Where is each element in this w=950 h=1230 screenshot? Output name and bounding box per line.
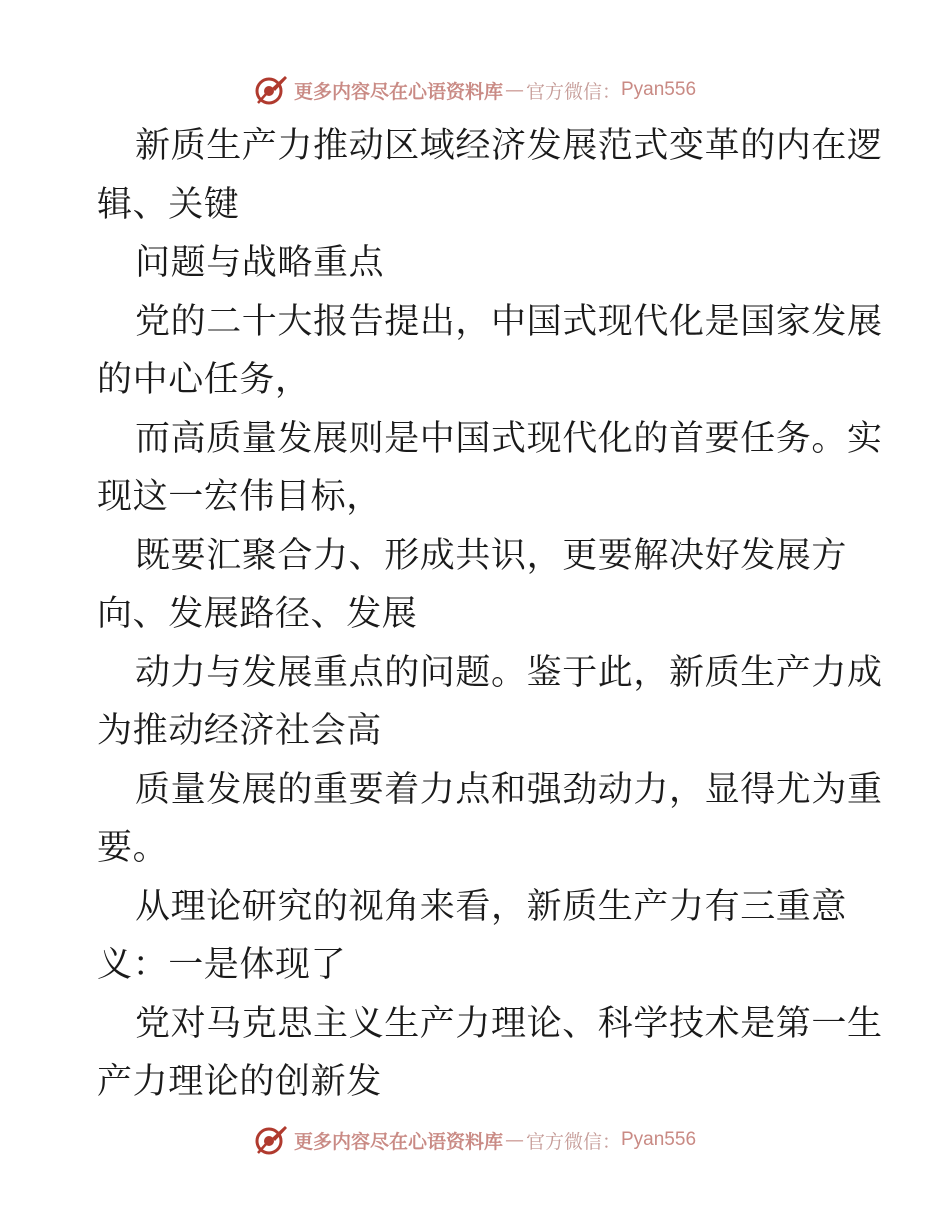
text-line: 现这一宏伟目标， bbox=[97, 477, 382, 517]
text-line: 义：一是体现了 bbox=[97, 945, 347, 985]
text-line: 而高质量发展则是中国式现代化的首要任务。实 bbox=[135, 418, 883, 459]
text-line: 党的二十大报告提出，中国式现代化是国家发展 bbox=[135, 301, 883, 342]
pen-logo-icon bbox=[254, 73, 288, 107]
text-line: 既要汇聚合力、形成共识，更要解决好发展方 bbox=[135, 535, 848, 576]
pen-logo-icon bbox=[254, 1123, 288, 1157]
text-line: 为推动经济社会高 bbox=[97, 711, 382, 751]
watermark-sub-text: 官方微信： bbox=[525, 80, 621, 103]
text-line: 产力理论的创新发 bbox=[97, 1062, 382, 1102]
document-body bbox=[97, 117, 883, 1112]
watermark-wechat-id: Pyan556 bbox=[621, 1129, 697, 1150]
text-line: 问题与战略重点 bbox=[135, 243, 385, 283]
text-line: 党对马克思主义生产力理论、科学技术是第一生 bbox=[135, 1003, 883, 1044]
watermark-main-text: 更多内容尽在心语资料库 bbox=[293, 1130, 503, 1153]
watermark-main-text: 更多内容尽在心语资料库 bbox=[293, 80, 503, 103]
text-line: 动力与发展重点的问题。鉴于此，新质生产力成 bbox=[135, 652, 883, 693]
text-line: 新质生产力推动区域经济发展范式变革的内在逻 bbox=[135, 126, 883, 166]
text-line: 质量发展的重要着力点和强劲动力，显得尤为重 bbox=[135, 769, 883, 810]
text-line: 向、发展路径、发展 bbox=[97, 594, 418, 634]
watermark-wechat-id: Pyan556 bbox=[621, 79, 697, 100]
watermark-sub-text: 官方微信： bbox=[525, 1130, 621, 1153]
text-line: 的中心任务， bbox=[97, 360, 311, 400]
header-watermark bbox=[0, 70, 950, 110]
text-line: 要。 bbox=[97, 828, 169, 868]
watermark-dash: — bbox=[504, 1129, 524, 1151]
watermark-dash: — bbox=[504, 79, 524, 101]
text-line: 从理论研究的视角来看，新质生产力有三重意 bbox=[135, 886, 848, 927]
footer-watermark bbox=[0, 1120, 950, 1160]
text-line: 辑、关键 bbox=[97, 184, 240, 225]
